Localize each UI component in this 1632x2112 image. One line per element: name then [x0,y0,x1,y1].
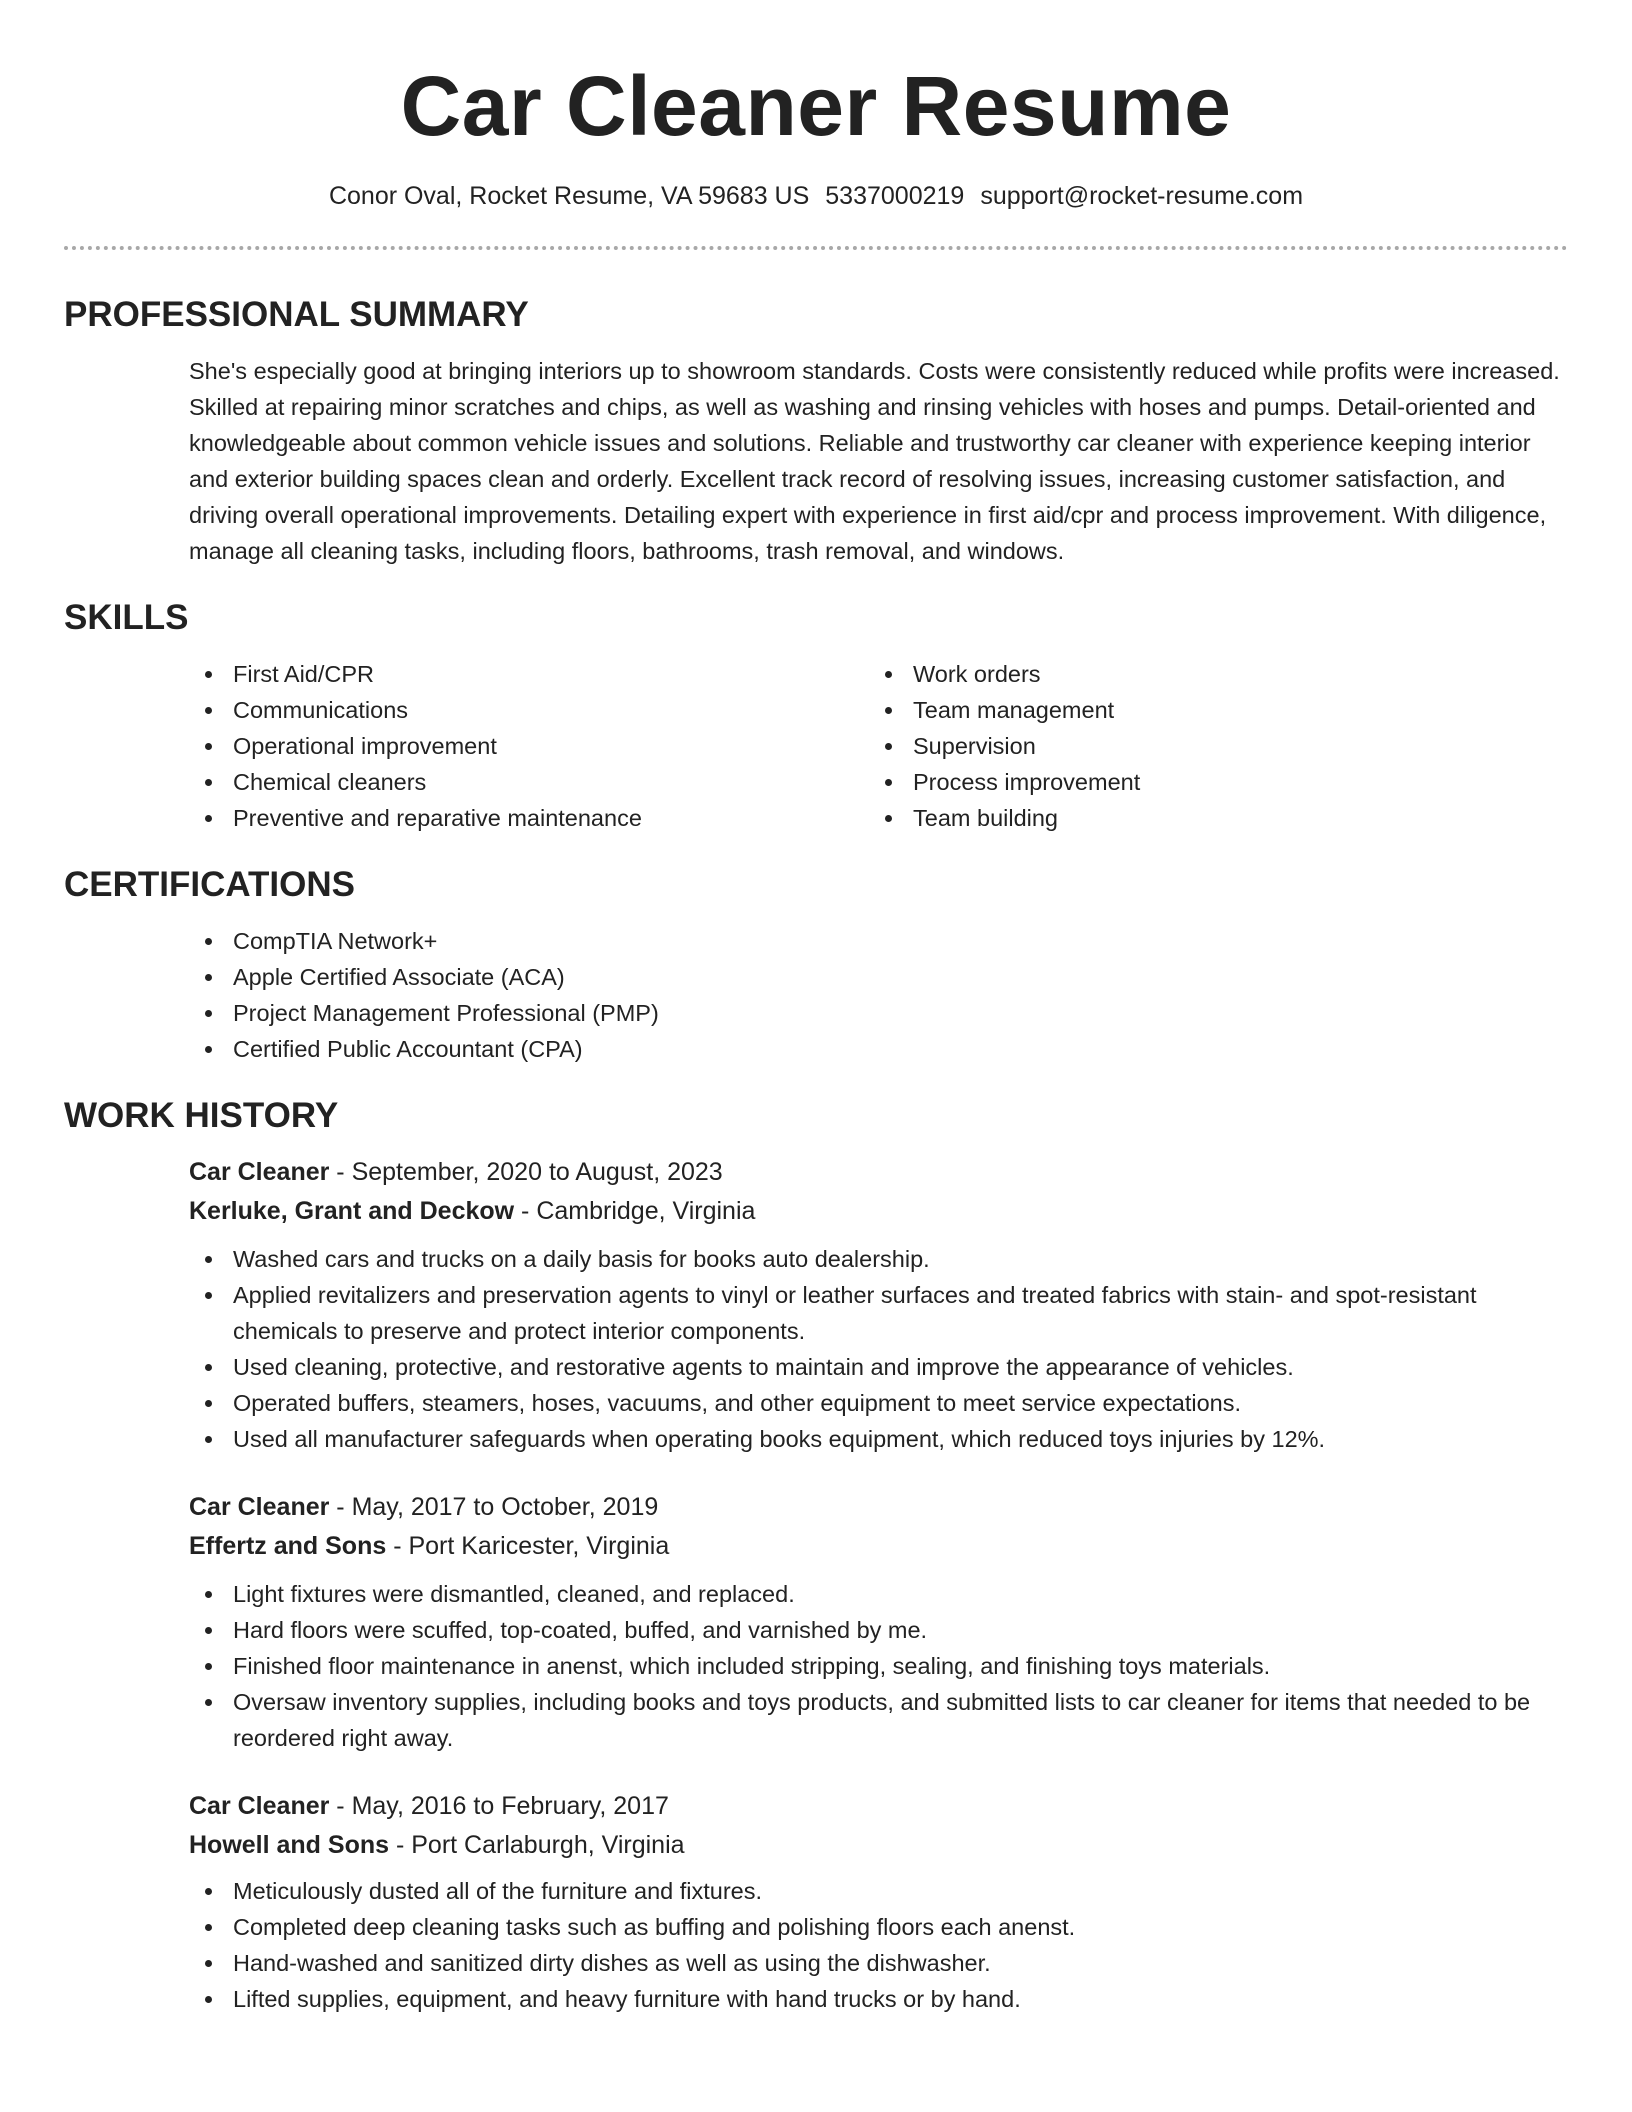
job-title-line [189,1154,1568,1190]
job-title: Car Cleaner [189,1158,330,1186]
job-dates: - May, 2017 to October, 2019 [329,1493,659,1521]
job-bullet: Completed deep cleaning tasks such as buffing and polishing floors each anenst. [189,1909,1568,1945]
job-bullet: Operated buffers, steamers, hoses, vacuums, and other equipment to meet service expectations. [189,1385,1568,1421]
job-title-line [189,1489,1568,1525]
skill-item: Team management [869,692,1549,728]
job-company: Effertz and Sons [189,1532,387,1560]
job-bullet: Hand-washed and sanitized dirty dishes as well as using the dishwasher. [189,1945,1568,1981]
job-entry [189,1788,1568,2017]
job-location: - Port Carlaburgh, Virginia [389,1831,685,1859]
job-company: Howell and Sons [189,1831,390,1859]
skills-heading: SKILLS [64,598,189,637]
skill-item: Process improvement [869,764,1549,800]
job-bullet: Hard floors were scuffed, top-coated, buffed, and varnished by me. [189,1612,1568,1648]
job-location: - Port Karicester, Virginia [386,1532,670,1560]
header-divider [64,246,1568,250]
certifications-list [189,923,1568,1067]
job-bullet: Oversaw inventory supplies, including books and toys products, and submitted lists to car cleaner for items that needed to be reordered right away. [189,1684,1568,1756]
job-entry [189,1489,1568,1756]
job-bullets [189,1576,1568,1756]
job-bullet: Washed cars and trucks on a daily basis for books auto dealership. [189,1241,1568,1277]
skill-item: Work orders [869,656,1549,692]
job-dates: - September, 2020 to August, 2023 [329,1158,723,1186]
skill-item: First Aid/CPR [189,656,869,692]
job-company-line [189,1827,1568,1863]
job-location: - Cambridge, Virginia [514,1197,756,1225]
job-bullet: Used cleaning, protective, and restorative agents to maintain and improve the appearance of vehicles. [189,1349,1568,1385]
certification-item: CompTIA Network+ [189,923,1568,959]
contact-line [0,180,1632,212]
work-history-heading: WORK HISTORY [64,1096,339,1135]
skill-item: Chemical cleaners [189,764,869,800]
skills-list-left [189,656,869,836]
certification-item: Apple Certified Associate (ACA) [189,959,1568,995]
job-company: Kerluke, Grant and Deckow [189,1197,515,1225]
job-bullets [189,1241,1568,1457]
job-company-line [189,1528,1568,1564]
job-company-line [189,1193,1568,1229]
job-bullets [189,1873,1568,2017]
contact-email: support@rocket-resume.com [980,182,1304,210]
summary-heading: PROFESSIONAL SUMMARY [64,295,529,334]
skill-item: Operational improvement [189,728,869,764]
skills-list-right [869,656,1549,836]
resume-title: Car Cleaner Resume [400,59,1232,153]
summary-text: She's especially good at bringing interiors up to showroom standards. Costs were consistently reduced while profits were increased. Skilled at repairing minor scratches and chips, as well as washing and rinsing vehicles with hoses and pumps. Detail-oriented and knowledgeable about common vehicle issues and solutions. Reliable and trustworthy car cleaner with experience keeping interior and exterior building spaces clean and orderly. Excellent track record of resolving issues, increasing customer satisfaction, and driving overall operational improvements. Detailing expert with experience in first aid/cpr and process improvement. With diligence, manage all cleaning tasks, including floors, bathrooms, trash removal, and windows. [189,358,1560,564]
certification-item: Certified Public Accountant (CPA) [189,1031,1568,1067]
job-bullet: Meticulously dusted all of the furniture and fixtures. [189,1873,1568,1909]
skills-columns [189,656,1568,836]
job-entry [189,1154,1568,1457]
job-title-line [189,1788,1568,1824]
job-bullet: Used all manufacturer safeguards when operating books equipment, which reduced toys injuries by 12%. [189,1421,1568,1457]
contact-phone: 5337000219 [825,182,965,210]
job-bullet: Light fixtures were dismantled, cleaned, and replaced. [189,1576,1568,1612]
job-title: Car Cleaner [189,1792,330,1820]
skill-item: Team building [869,800,1549,836]
certification-item: Project Management Professional (PMP) [189,995,1568,1031]
job-bullet: Finished floor maintenance in anenst, which included stripping, sealing, and finishing toys materials. [189,1648,1568,1684]
skill-item: Communications [189,692,869,728]
skill-item: Preventive and reparative maintenance [189,800,869,836]
certifications-block [189,923,1568,1067]
certifications-heading: CERTIFICATIONS [64,865,356,904]
skill-item: Supervision [869,728,1549,764]
job-dates: - May, 2016 to February, 2017 [329,1792,669,1820]
job-bullet: Applied revitalizers and preservation agents to vinyl or leather surfaces and treated fabrics with stain- and spot-resistant chemicals to preserve and protect interior components. [189,1277,1568,1349]
job-title: Car Cleaner [189,1493,330,1521]
job-bullet: Lifted supplies, equipment, and heavy furniture with hand trucks or by hand. [189,1981,1568,2017]
contact-address: Conor Oval, Rocket Resume, VA 59683 US [328,182,810,210]
